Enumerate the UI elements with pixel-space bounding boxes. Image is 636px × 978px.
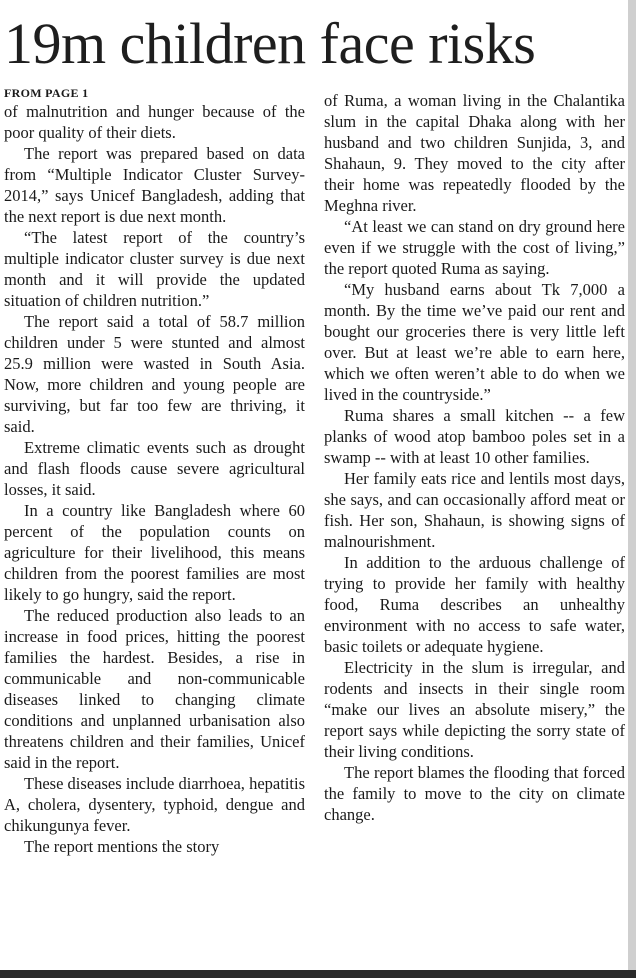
paragraph: The reduced production also leads to an increase in food prices, hitting the poorest families the hardest. Besides, a rise in communicable and non-communicable diseases linked to changing climate conditions and unplanned urbanisation also threatens children and their families, Unicef said in the report. bbox=[4, 606, 305, 772]
headline: 19m children face risks bbox=[4, 11, 536, 76]
paragraph: The report blames the flooding that forced the family to move to the city on climate change. bbox=[324, 763, 625, 824]
clipping-edge-bottom bbox=[0, 970, 636, 978]
paragraph: Ruma shares a small kitchen -- a few planks of wood atop bamboo poles set in a swamp -- with at least 10 other families. bbox=[324, 406, 625, 467]
continuation-kicker: FROM PAGE 1 bbox=[4, 86, 89, 100]
paragraph: of malnutrition and hunger because of the poor quality of their diets. bbox=[4, 102, 305, 142]
paragraph: The report said a total of 58.7 million children under 5 were stunted and almost 25.9 million were wasted in South Asia. Now, more children and young people are surviving, but far too few are thriving, it said. bbox=[4, 312, 305, 436]
paragraph: Electricity in the slum is irregular, and rodents and insects in their single room “make our lives an absolute misery,” the report says while depicting the sorry state of their living conditions. bbox=[324, 658, 625, 761]
paragraph: The report mentions the story bbox=[24, 837, 220, 856]
clipping-edge-right bbox=[628, 0, 636, 978]
paragraph: “At least we can stand on dry ground here even if we struggle with the cost of living,” the report quoted Ruma as saying. bbox=[324, 217, 625, 278]
paragraph: The report was prepared based on data from “Multiple Indicator Cluster Survey-2014,” says Unicef Bangladesh, adding that the next report is due next month. bbox=[4, 144, 305, 226]
paragraph: “My husband earns about Tk 7,000 a month. By the time we’ve paid our rent and bought our groceries there is very little left over. But at least we’re able to earn here, which we often weren’t able to do when we lived in the countryside.” bbox=[324, 280, 625, 404]
right-column bbox=[324, 90, 625, 825]
paragraph: of Ruma, a woman living in the Chalantika slum in the capital Dhaka along with her husband and two children Sunjida, 3, and Shahaun, 9. They moved to the city after their home was repeatedly flooded by the Meghna river. bbox=[324, 91, 625, 215]
paragraph: “The latest report of the country’s multiple indicator cluster survey is due next month and it will provide the updated situation of children nutrition.” bbox=[4, 228, 305, 310]
left-column bbox=[4, 86, 305, 857]
paragraph: Her family eats rice and lentils most days, she says, and can occasionally afford meat or fish. Her son, Shahaun, is showing signs of malnourishment. bbox=[324, 469, 625, 551]
paragraph: In addition to the arduous challenge of trying to provide her family with healthy food, Ruma describes an unhealthy environment with no access to safe water, basic toilets or adequate hygiene. bbox=[324, 553, 625, 656]
paragraph: These diseases include diarrhoea, hepatitis A, cholera, dysentery, typhoid, dengue and chikungunya fever. bbox=[4, 774, 305, 835]
paragraph: In a country like Bangladesh where 60 percent of the population counts on agriculture for their livelihood, this means children from the poorest families are most likely to go hungry, said the report. bbox=[4, 501, 305, 604]
paragraph: Extreme climatic events such as drought and flash floods cause severe agricultural losses, it said. bbox=[4, 438, 305, 499]
